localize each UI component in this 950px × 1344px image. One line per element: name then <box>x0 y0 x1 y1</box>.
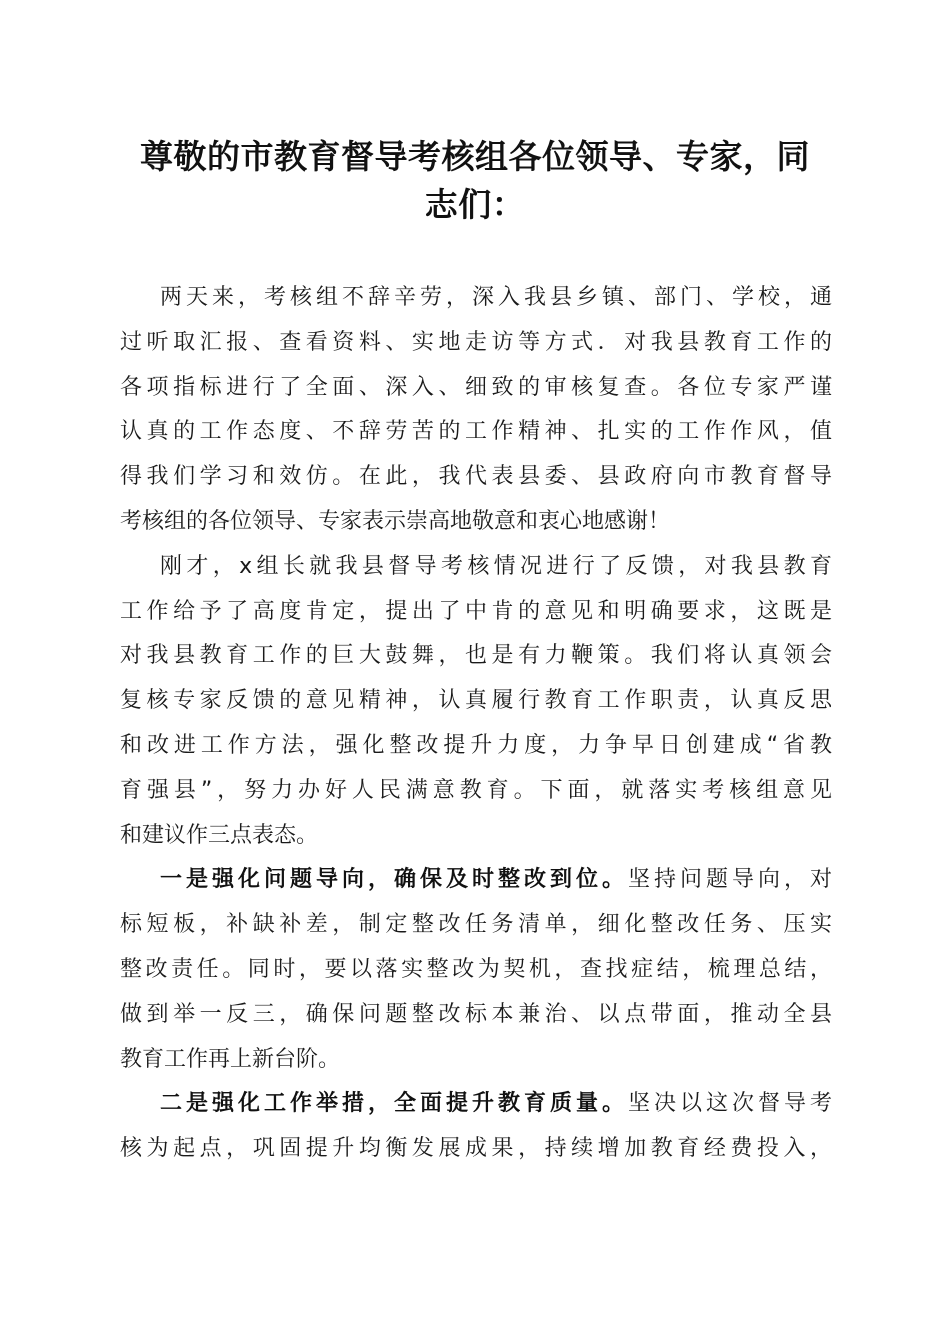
paragraph-line: 教育工作再上新台阶。 <box>120 1046 341 1072</box>
paragraph-line: 育强县”，努力办好人民满意教育。下面，就落实考核组意见 <box>120 777 832 803</box>
paragraph-line: 工作给予了高度肯定，提出了中肯的意见和明确要求，这既是 <box>120 598 832 624</box>
paragraph-lead-rest: 坚决以这次督导考 <box>627 1091 832 1117</box>
paragraph-line: 刚才，x组长就我县督导考核情况进行了反馈，对我县教育 <box>160 553 832 579</box>
paragraph-line: 考核组的各位领导、专家表示崇高地敬意和衷心地感谢！ <box>120 508 671 534</box>
paragraph-2 <box>120 552 832 866</box>
paragraph-line: 做到举一反三，确保问题整改标本兼治、以点带面，推动全县 <box>120 1001 832 1027</box>
paragraph-line: 复核专家反馈的意见精神，认真履行教育工作职责，认真反思 <box>120 688 832 714</box>
paragraph-line: 过听取汇报、查看资料、实地走访等方式．对我县教育工作的 <box>120 329 832 355</box>
paragraph-line: 两天来，考核组不辞辛劳，深入我县乡镇、部门、学校，通 <box>160 285 832 310</box>
paragraph-line <box>120 865 832 910</box>
paragraph-line: 整改责任。同时，要以落实整改为契机，查找症结，梳理总结， <box>120 956 832 982</box>
document-body <box>120 283 832 1179</box>
paragraph-line: 和建议作三点表态。 <box>120 822 319 848</box>
paragraph-lead-rest: 坚持问题导向，对 <box>627 867 832 893</box>
paragraph-3 <box>120 865 832 1089</box>
paragraph-line: 核为起点，巩固提升均衡发展成果，持续增加教育经费投入， <box>120 1136 832 1162</box>
paragraph-line: 各项指标进行了全面、深入、细致的审核复查。各位专家严谨 <box>120 374 832 400</box>
paragraph-line: 认真的工作态度、不辞劳苦的工作精神、扎实的工作作风，值 <box>120 419 832 445</box>
paragraph-lead-heading: 二是强化工作举措，全面提升教育质量。 <box>160 1091 628 1117</box>
paragraph-1 <box>120 283 832 552</box>
paragraph-lead-heading: 一是强化问题导向，确保及时整改到位。 <box>160 867 628 893</box>
document-title <box>110 133 840 229</box>
paragraph-4 <box>120 1089 832 1179</box>
paragraph-line: 对我县教育工作的巨大鼓舞，也是有力鞭策。我们将认真领会 <box>120 643 832 669</box>
paragraph-line: 和改进工作方法，强化整改提升力度，力争早日创建成“省教 <box>120 732 832 758</box>
paragraph-line: 得我们学习和效仿。在此，我代表县委、县政府向市教育督导 <box>120 464 832 490</box>
paragraph-line: 标短板，补缺补差，制定整改任务清单，细化整改任务、压实 <box>120 912 832 938</box>
title-line-2: 志们： <box>424 185 526 224</box>
paragraph-line <box>120 1089 832 1134</box>
title-line-1: 尊敬的市教育督导考核组各位领导、专家，同 <box>140 137 810 176</box>
